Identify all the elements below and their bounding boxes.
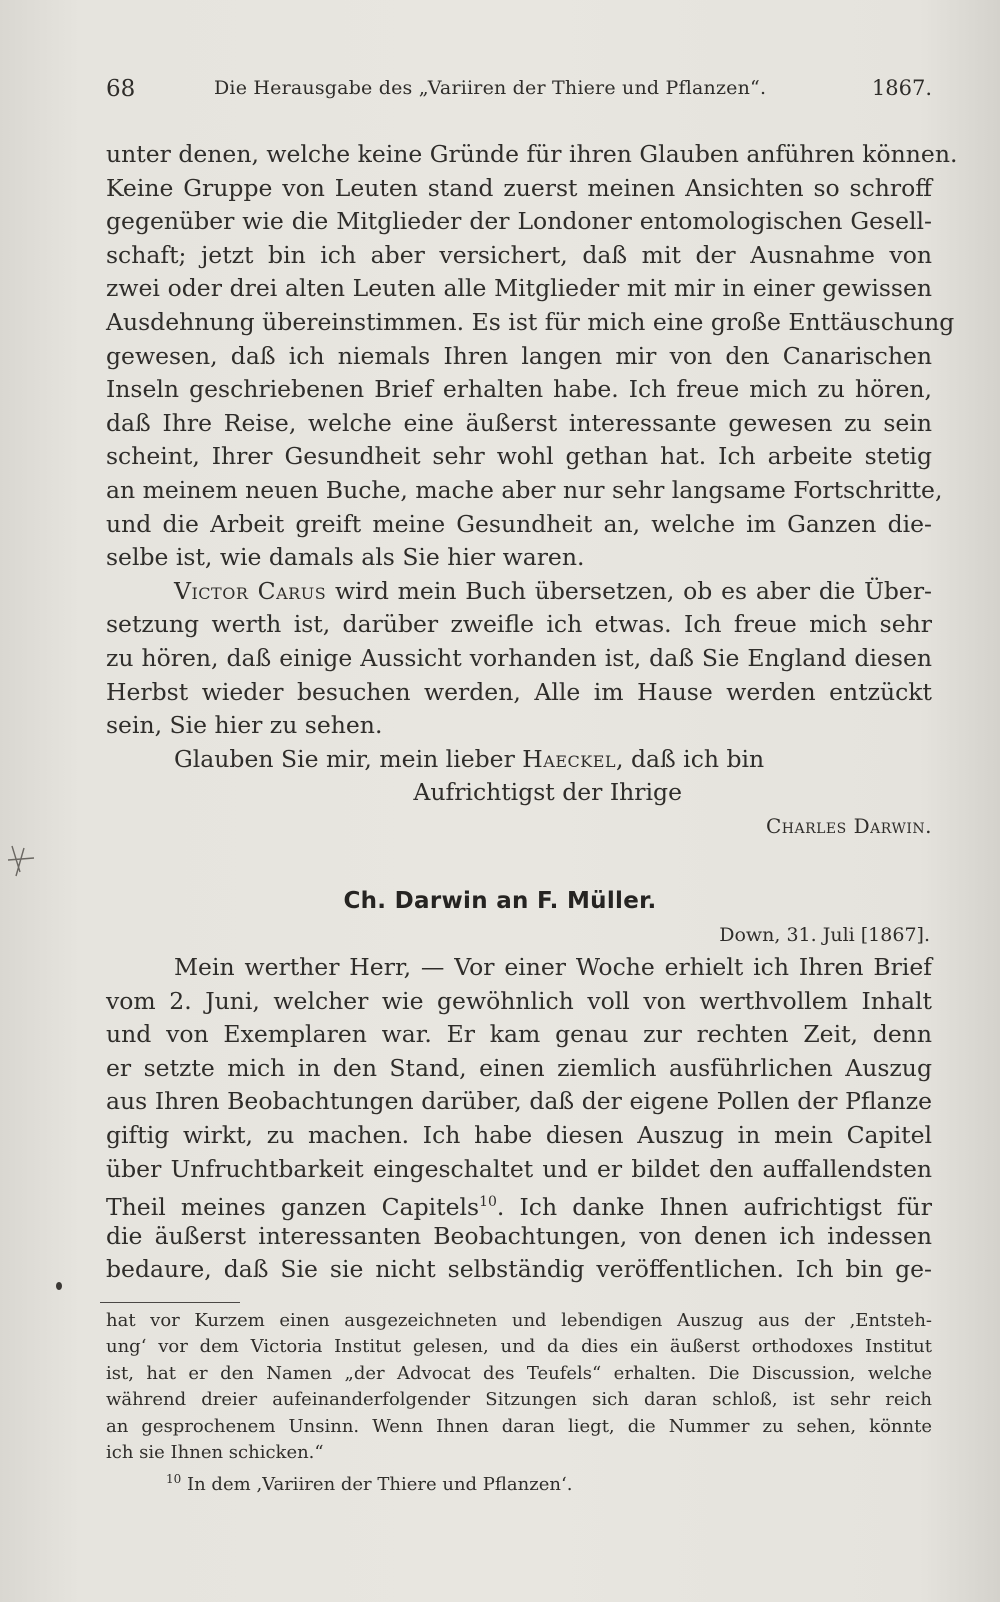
- text-fragment: , daß ich bin: [616, 744, 765, 773]
- letter-continuation: [106, 138, 958, 843]
- text-fragment: . Ich danke Ihnen aufrichtigst für: [496, 1192, 933, 1221]
- footnotes: [106, 1308, 932, 1496]
- text-line: unter denen, welche keine Gründe für ihren Glauben anführen können.: [106, 140, 958, 168]
- paragraph-first-line: [106, 575, 932, 609]
- text-line: scheint, Ihrer Gesundheit sehr wohl gethan hat. Ich arbeite stetig: [106, 442, 932, 471]
- text-line: zwei oder drei alten Leuten alle Mitglieder mit mir in einer gewissen: [106, 274, 932, 303]
- text-line: vom 2. Juni, welcher wie gewöhnlich voll von werthvollem Inhalt: [106, 986, 932, 1015]
- text-line: zu hören, daß einige Aussicht vorhanden ist, daß Sie England diesen: [106, 643, 932, 672]
- text-line: bedaure, daß Sie sie nicht selbständig veröffentlichen. Ich bin ge-: [106, 1255, 932, 1284]
- footnote-line: ung‘ vor dem Victoria Institut gelesen, und da dies ein äußerst orthodoxes Institut: [106, 1336, 932, 1358]
- footnote-10: [106, 1466, 932, 1496]
- running-header: [106, 72, 932, 106]
- letter-body: [106, 951, 932, 1287]
- margin-pencil-mark: [6, 840, 36, 880]
- footnote-line: ich sie Ihnen schicken.“: [106, 1441, 324, 1463]
- text-line: daß Ihre Reise, welche eine äußerst interessante gewesen zu sein: [106, 408, 932, 437]
- valediction: Aufrichtigst der Ihrige: [413, 778, 682, 807]
- text-fragment: Theil meines ganzen Capitels: [106, 1192, 480, 1221]
- person-name: Haeckel: [522, 744, 617, 773]
- page-number: 68: [106, 76, 136, 102]
- text-fragment: Glauben Sie mir, mein lieber: [174, 744, 523, 773]
- text-line: gewesen, daß ich niemals Ihren langen mir von den Canarischen: [106, 341, 932, 370]
- text-line: Herbst wieder besuchen werden, Alle im Hause werden entzückt: [106, 677, 932, 706]
- text-line: giftig wirkt, zu machen. Ich habe diesen Auszug in mein Capitel: [106, 1120, 932, 1149]
- text-line: und die Arbeit greift meine Gesundheit an, welche im Ganzen die-: [106, 509, 932, 538]
- letter-heading: Ch. Darwin an F. Müller.: [343, 888, 657, 914]
- footnote-line: hat vor Kurzem einen ausgezeichneten und lebendigen Auszug aus der ‚Entsteh-: [106, 1310, 932, 1331]
- footnote-line: ist, hat er den Namen „der Advocat des Teufels“ erhalten. Die Discussion, welche: [106, 1362, 932, 1384]
- text-fragment: wird mein Buch übersetzen, ob es aber die Über-: [326, 576, 932, 605]
- footnote-text: In dem ‚Variiren der Thiere und Pflanzen‘.: [181, 1474, 573, 1496]
- text-line: an meinem neuen Buche, mache aber nur sehr langsame Fortschritte,: [106, 475, 943, 504]
- running-title: Die Herausgabe des „Variiren der Thiere und Pflanzen“.: [214, 77, 767, 99]
- text-line: sein, Sie hier zu sehen.: [106, 711, 383, 740]
- text-line-with-note: [106, 1186, 932, 1220]
- header-year: 1867.: [871, 76, 932, 100]
- text-line: Ausdehnung übereinstimmen. Es ist für mich eine große Enttäuschung: [106, 307, 955, 336]
- text-line: schaft; jetzt bin ich aber versichert, daß mit der Ausnahme von: [106, 240, 932, 269]
- text-line: er setzte mich in den Stand, einen ziemlich ausführlichen Auszug: [106, 1053, 932, 1082]
- text-line: Mein werther Herr, — Vor einer Woche erhielt ich Ihren Brief: [174, 953, 932, 981]
- letter-dateline: Down, 31. Juli [1867].: [719, 924, 930, 946]
- footnote-number: 10: [166, 1472, 182, 1487]
- text-line: über Unfruchtbarkeit eingeschaltet und er bildet den auffallendsten: [106, 1154, 932, 1183]
- closing-line: [106, 743, 932, 777]
- text-line: Inseln geschriebenen Brief erhalten habe. Ich freue mich zu hören,: [106, 375, 932, 404]
- footnote-ref: 10: [479, 1194, 497, 1211]
- footnote-line: an gesprochenem Unsinn. Wenn Ihnen daran liegt, die Nummer zu sehen, könnte: [106, 1415, 932, 1437]
- text-line: und von Exemplaren war. Er kam genau zur rechten Zeit, denn: [106, 1020, 932, 1049]
- text-line: setzung werth ist, darüber zweifle ich etwas. Ich freue mich sehr: [106, 610, 932, 639]
- text-line: gegenüber wie die Mitglieder der Londoner entomologischen Gesell-: [106, 207, 932, 236]
- text-line: aus Ihren Beobachtungen darüber, daß der eigene Pollen der Pflanze: [106, 1087, 932, 1116]
- text-line: die äußerst interessanten Beobachtungen, von denen ich indessen: [106, 1221, 932, 1250]
- text-line: selbe ist, wie damals als Sie hier waren.: [106, 543, 585, 572]
- text-line: Keine Gruppe von Leuten stand zuerst meinen Ansichten so schroff: [106, 173, 932, 202]
- footnote-rule: [100, 1302, 240, 1303]
- footnote-line: während dreier aufeinanderfolgender Sitzungen sich daran schloß, ist sehr reich: [106, 1389, 932, 1411]
- person-name: Victor Carus: [174, 576, 327, 605]
- margin-dot: [56, 1282, 62, 1290]
- signature: Charles Darwin.: [765, 813, 932, 838]
